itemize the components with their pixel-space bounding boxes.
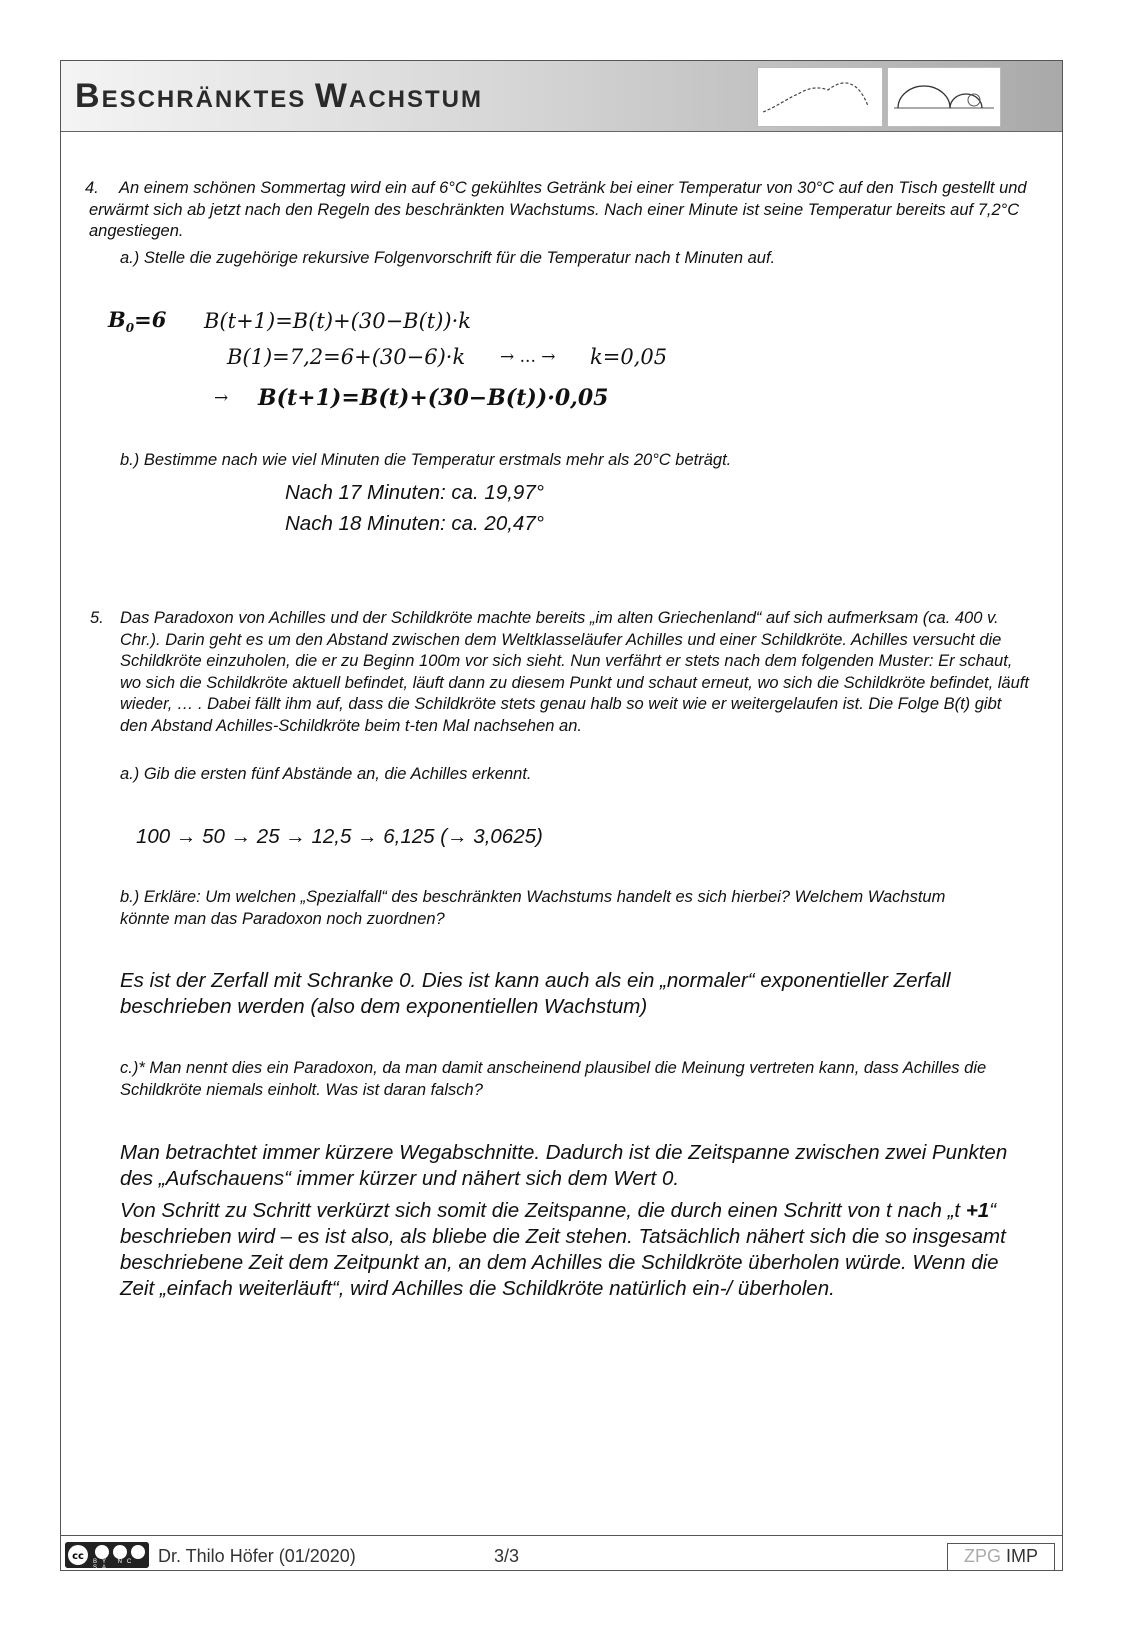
task5b-answer: Es ist der Zerfall mit Schranke 0. Dies ist kann auch als ein „normaler“ exponentieller Zerfall beschrieben werden (also dem exponentiellen Wachstum) <box>120 969 951 1018</box>
task4b-question: b.) Bestimme nach wie viel Minuten die Temperatur erstmals mehr als 20°C beträgt. <box>120 451 732 469</box>
task4-text: An einem schönen Sommertag wird ein auf 6°C gekühltes Getränk bei einer Temperatur von 30°C auf den Tisch gestellt und erwärmt sich ab jetzt nach den Regeln des beschränkten Wachstums. Nach einer Minute ist seine Temperatur bereits auf 7,2°C angestiegen. <box>89 179 1027 240</box>
footer-divider <box>61 1535 1062 1536</box>
task5a-answer: 100 → 50 → 25 → 12,5 → 6,125 (→ 3,0625) <box>136 825 543 848</box>
task4b-answer-17: Nach 17 Minuten: ca. 19,97° <box>285 481 544 504</box>
page-title: BESCHRÄNKTES WACHSTUM <box>75 77 484 115</box>
math-k-value: k=0,05 <box>590 345 668 369</box>
arc-diagram-icon <box>887 67 1001 127</box>
growth-curve-icon <box>757 67 883 127</box>
math-initial-value: $B_0=6$ <box>108 307 167 336</box>
math-k-equation: B(1)=7,2=6+(30−6)·k <box>227 345 466 369</box>
zpg-imp-badge: ZPG IMP <box>947 1543 1055 1571</box>
task5c-answer-1: Man betrachtet immer kürzere Wegabschnitte. Dadurch ist die Zeitspanne zwischen zwei Punkten des „Aufschauens“ immer kürzer und nähert sich dem Wert 0. <box>120 1141 1008 1190</box>
footer-page-number: 3/3 <box>494 1546 520 1566</box>
page-frame <box>60 60 1063 1571</box>
math-recursion-formula: B(t+1)=B(t)+(30−B(t))·k <box>204 309 472 333</box>
task4a-question: a.) Stelle die zugehörige rekursive Folgenvorschrift für die Temperatur nach t Minuten auf. <box>120 249 776 267</box>
math-final-formula: B(t+1)=B(t)+(30−B(t))·0,05 <box>258 385 609 411</box>
task5c-answer-2: Von Schritt zu Schritt verkürzt sich somit die Zeitspanne, die durch einen Schritt von t nach „t +1“ beschrieben wird – es ist also, als bliebe die Zeit stehen. Tatsächlich nähert sich die so insgesamt beschriebene Zeit dem Zeitpunkt an, an dem Achilles die Schildkröte überholen würde. Wenn die Zeit „einfach weiterläuft“, wird Achilles die Schildkröte natürlich ein-/ überholen. <box>120 1199 1006 1300</box>
task5c-question: c.)* Man nennt dies ein Paradoxon, da man damit anscheinend plausibel die Meinung vertreten kann, dass Achilles die Schildkröte niemals einholt. Was ist daran falsch? <box>120 1059 987 1099</box>
task5-text: Das Paradoxon von Achilles und der Schildkröte machte bereits „im alten Griechenland“ auf sich aufmerksam (ca. 400 v. Chr.). Darin geht es um den Abstand zwischen dem Weltklasseläufer Achilles und einer Schildkröte. Achilles versucht die Schildkröte einzuholen, die er zu Beginn 100m vor sich sieht. Nun verfährt er stets nach dem folgenden Muster: Er schaut, wo sich die Schildkröte aktuell befindet, läuft dann zu diesem Punkt und schaut erneut, wo sich die Schildkröte befindet, läuft wieder, … . Dabei fällt ihm auf, dass die Schildkröte stets genau halb so weit wie er weitergelaufen ist. Die Folge B(t) gibt den Abstand Achilles-Schildkröte beim t-ten Mal nachsehen an. <box>120 609 1029 735</box>
cc-license-icon: cc BY NC SA <box>65 1542 149 1568</box>
task5b-question: b.) Erkläre: Um welchen „Spezialfall“ des beschränkten Wachstums handelt es sich hierbei? Welchem Wachstum könnte man das Paradoxon noch zuordnen? <box>120 888 946 928</box>
math-result-arrow: → <box>214 388 229 408</box>
header-banner <box>61 61 1062 132</box>
task4-number: 4. <box>85 179 99 197</box>
svg-text:cc: cc <box>72 1551 84 1562</box>
task5-number: 5. <box>90 609 104 627</box>
task4b-answer-18: Nach 18 Minuten: ca. 20,47° <box>285 512 544 535</box>
math-arrows: → ... → <box>500 347 556 367</box>
task5a-question: a.) Gib die ersten fünf Abstände an, die Achilles erkennt. <box>120 765 532 783</box>
footer-author: Dr. Thilo Höfer (01/2020) <box>158 1546 356 1566</box>
